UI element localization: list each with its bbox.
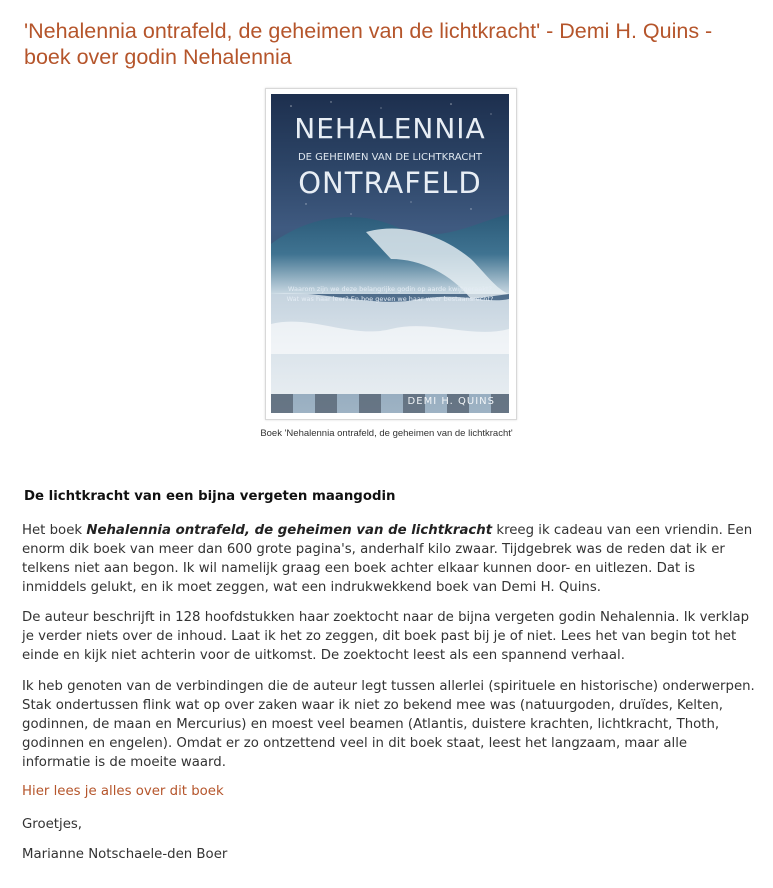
figure-caption: Boek 'Nehalennia ontrafeld, de geheimen van de lichtkracht' <box>260 428 513 439</box>
cover-author: DEMI H. QUINS <box>407 396 495 407</box>
book-cover-figure <box>265 88 517 420</box>
paragraph-1-body: kreeg ik cadeau van een vriendin. Een enorm dik boek van meer dan 600 grote pagina's, anderhalf kilo zwaar. Tijdgebrek was de reden dat ik er telkens niet aan begon. Ik wil namelijk graag een boek achter elkaar kunnen door- en uitlezen. Dat is inmiddels gelukt, en ik moet zeggen, wat een indrukwekkend boek van Demi H. Quins. <box>22 523 753 595</box>
cover-subtitle: DE GEHEIMEN VAN DE LICHTKRACHT <box>297 152 483 163</box>
cover-title-line2: ONTRAFELD <box>298 166 482 200</box>
book-info-link[interactable]: Hier lees je alles over dit boek <box>22 784 224 799</box>
article-heading: De lichtkracht van een bijna vergeten maangodin <box>24 489 396 504</box>
book-title-emphasis: Nehalennia ontrafeld, de geheimen van de lichtkracht <box>86 523 493 538</box>
book-link-paragraph <box>22 782 757 801</box>
cover-title-line1: NEHALENNIA <box>294 112 486 145</box>
signature: Marianne Notschaele-den Boer <box>22 847 228 862</box>
paragraph-3: Ik heb genoten van de verbindingen die de auteur legt tussen allerlei (spirituele en historische) onderwerpen. Stak ondertussen flink wat op over zaken waar ik niet zo bekend mee was (natuurgoden, druïdes, Kelten, godinnen, de maan en Mercurius) en moest veel beamen (Atlantis, duistere krachten, lichtkracht, Thoth, godinnen en engelen). Omdat er zo ontzettend veel in dit boek staat, leest het langzaam, maar alle informatie is de moeite waard. <box>22 679 755 770</box>
greeting: Groetjes, <box>22 817 83 832</box>
paragraph-2: De auteur beschrijft in 128 hoofdstukken haar zoektocht naar de bijna vergeten godin Nehalennia. Ik verklap je verder niets over de inhoud. Laat ik het zo zeggen, dit boek past bij je of niet. Lees het van begin tot het einde en kijk niet achterin voor de uitkomst. De zoektocht leest als een spannend verhaal. <box>22 610 750 663</box>
cover-tagline: Waarom zijn we deze belangrijke godin op aarde kwijtgeraakt? Wat was haar leer? En hoe geven we haar weer bestaansrecht? <box>286 285 494 303</box>
paragraph-1 <box>22 521 757 597</box>
page-title: 'Nehalennia ontrafeld, de geheimen van de lichtkracht' - Demi H. Quins - boek over godin Nehalennia <box>24 19 713 69</box>
book-cover-image <box>271 94 509 413</box>
paragraph-1-intro: Het boek <box>22 523 87 538</box>
